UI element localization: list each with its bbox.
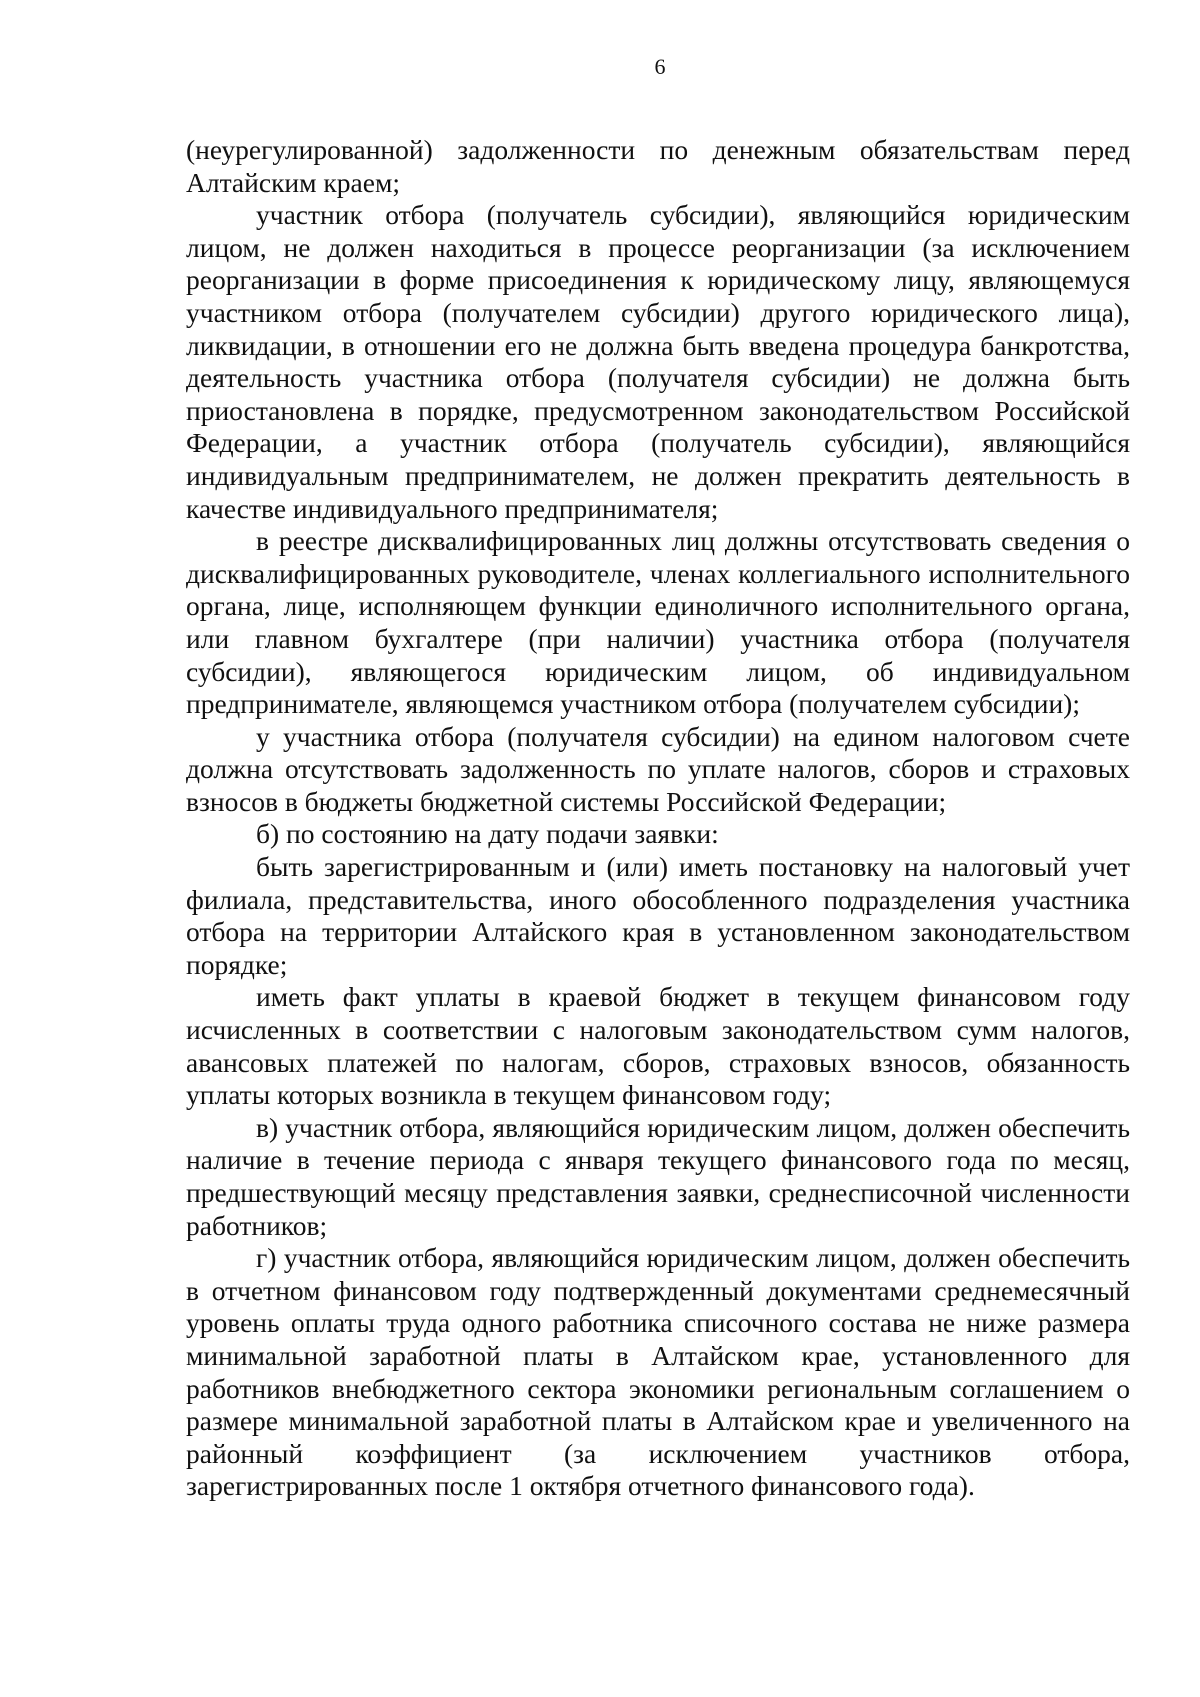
paragraph-registration: быть зарегистрированным и (или) иметь постановку на налоговый учет филиала, представительства, иного обособленного подразделения участника отбора на территории Алтайского края в установленном законодательством порядке; [186, 851, 1130, 980]
page-number: 6 [654, 54, 666, 79]
document-body [186, 134, 1130, 1503]
paragraph-continuation: (неурегулированной) задолженности по денежным обязательствам перед Алтайским краем; [186, 134, 1130, 198]
paragraph-tax-debt: у участника отбора (получателя субсидии) на едином налоговом счете должна отсутствовать задолженность по уплате налогов, сборов и страховых взносов в бюджеты бюджетной системы Российской Федерации; [186, 720, 1130, 817]
paragraph-item-v: в) участник отбора, являющийся юридическим лицом, должен обеспечить наличие в течение периода с января текущего финансового года по месяц, предшествующий месяцу представления заявки, среднесписочной численности работников; [186, 1111, 1130, 1241]
paragraph-item-g: г) участник отбора, являющийся юридическим лицом, должен обеспечить в отчетном финансовом году подтвержденный документами среднемесячный уровень оплаты труда одного работника списочного состава не ниже размера минимальной заработной платы в Алтайском крае, установленного для работников внебюджетного сектора экономики региональным соглашением о размере минимальной заработной платы в Алтайском крае и увеличенного на районный коэффициент (за исключением участников отбора, зарегистрированных после 1 октября отчетного финансового года). [186, 1242, 1130, 1502]
paragraph-disqualified-registry: в реестре дисквалифицированных лиц должны отсутствовать сведения о дисквалифицированных руководителе, членах коллегиального исполнительного органа, лице, исполняющем функции единоличного исполнительного органа, или главном бухгалтере (при наличии) участника отбора (получателя субсидии), являющегося юридическим лицом, об индивидуальном предпринимателе, являющемся участником отбора (получателем субсидии); [186, 525, 1130, 720]
paragraph-item-b: б) по состоянию на дату подачи заявки: [256, 818, 719, 850]
paragraph-tax-payment: иметь факт уплаты в краевой бюджет в текущем финансовом году исчисленных в соответствии с налоговым законодательством сумм налогов, авансовых платежей по налогам, сборов, страховых взносов, обязанность уплаты которых возникла в текущем финансовом году; [186, 981, 1130, 1111]
paragraph-reorganization: участник отбора (получатель субсидии), являющийся юридическим лицом, не должен находиться в процессе реорганизации (за исключением реорганизации в форме присоединения к юридическому лицу, являющемуся участником отбора (получателем субсидии) другого юридического лица), ликвидации, в отношении его не должна быть введена процедура банкротства, деятельность участника отбора (получателя субсидии) не должна быть приостановлена в порядке, предусмотренном законодательством Российской Федерации, а участник отбора (получатель субсидии), являющийся индивидуальным предпринимателем, не должен прекратить деятельность в качестве индивидуального предпринимателя; [186, 199, 1130, 524]
